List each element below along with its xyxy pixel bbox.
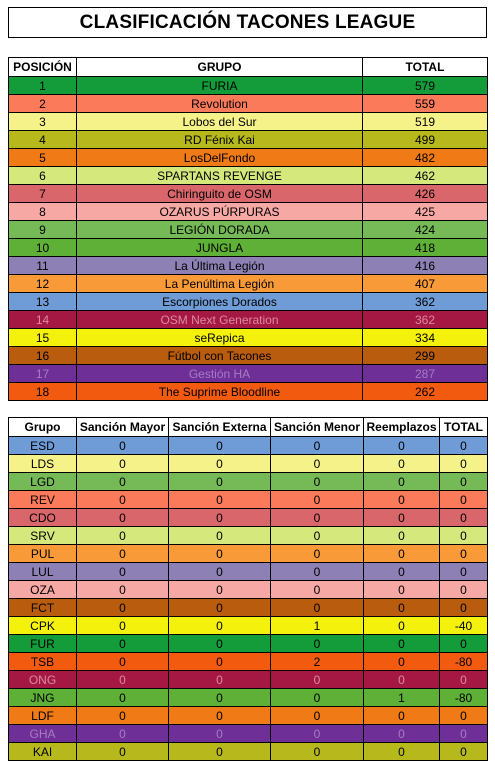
sanction-reemplazos: 0 bbox=[364, 455, 440, 473]
sanction-menor: 0 bbox=[271, 743, 364, 761]
ranking-group-name: Gestión HA bbox=[77, 365, 363, 383]
ranking-position: 3 bbox=[9, 113, 77, 131]
sanction-group-code: PUL bbox=[9, 545, 77, 563]
sanction-group-code: REV bbox=[9, 491, 77, 509]
sanction-group-code: LDS bbox=[9, 455, 77, 473]
ranking-group-name: FURIA bbox=[77, 77, 363, 95]
sanctions-row bbox=[9, 563, 488, 581]
sanctions-row bbox=[9, 599, 488, 617]
sanction-menor: 0 bbox=[271, 437, 364, 455]
sanctions-row bbox=[9, 635, 488, 653]
sanction-group-code: ESD bbox=[9, 437, 77, 455]
ranking-row bbox=[9, 95, 488, 113]
header-sanc-menor: Sanción Menor bbox=[271, 418, 364, 437]
sanction-group-code: KAI bbox=[9, 743, 77, 761]
sanction-menor: 0 bbox=[271, 581, 364, 599]
sanction-total: 0 bbox=[440, 581, 488, 599]
ranking-position: 7 bbox=[9, 185, 77, 203]
ranking-position: 18 bbox=[9, 383, 77, 401]
sanction-total: 0 bbox=[440, 743, 488, 761]
sanction-menor: 0 bbox=[271, 671, 364, 689]
sanction-total: 0 bbox=[440, 473, 488, 491]
sanction-menor: 0 bbox=[271, 689, 364, 707]
sanction-reemplazos: 0 bbox=[364, 509, 440, 527]
sanction-total: 0 bbox=[440, 635, 488, 653]
sanction-mayor: 0 bbox=[77, 707, 169, 725]
ranking-total: 425 bbox=[363, 203, 488, 221]
ranking-group-name: LEGIÓN DORADA bbox=[77, 221, 363, 239]
sanctions-row bbox=[9, 473, 488, 491]
sanction-externa: 0 bbox=[169, 581, 271, 599]
sanction-reemplazos: 0 bbox=[364, 653, 440, 671]
ranking-row bbox=[9, 221, 488, 239]
sanctions-row bbox=[9, 455, 488, 473]
ranking-group-name: OSM Next Generation bbox=[77, 311, 363, 329]
ranking-row bbox=[9, 365, 488, 383]
ranking-total: 579 bbox=[363, 77, 488, 95]
sanction-group-code: GHA bbox=[9, 725, 77, 743]
ranking-row bbox=[9, 131, 488, 149]
sanction-group-code: LUL bbox=[9, 563, 77, 581]
sanction-reemplazos: 0 bbox=[364, 707, 440, 725]
ranking-row bbox=[9, 167, 488, 185]
sanction-total: 0 bbox=[440, 599, 488, 617]
sanction-mayor: 0 bbox=[77, 545, 169, 563]
sanction-mayor: 0 bbox=[77, 491, 169, 509]
sanction-total: 0 bbox=[440, 491, 488, 509]
page-title: CLASIFICACIÓN TACONES LEAGUE bbox=[8, 7, 487, 38]
ranking-position: 12 bbox=[9, 275, 77, 293]
sanction-reemplazos: 0 bbox=[364, 527, 440, 545]
sanction-group-code: LDF bbox=[9, 707, 77, 725]
sanction-group-code: FUR bbox=[9, 635, 77, 653]
sanction-group-code: LGD bbox=[9, 473, 77, 491]
sanction-total: -40 bbox=[440, 617, 488, 635]
sanction-reemplazos: 0 bbox=[364, 617, 440, 635]
ranking-group-name: RD Fénix Kai bbox=[77, 131, 363, 149]
ranking-row bbox=[9, 293, 488, 311]
sanction-externa: 0 bbox=[169, 617, 271, 635]
sanction-reemplazos: 0 bbox=[364, 563, 440, 581]
sanction-total: 0 bbox=[440, 455, 488, 473]
sanction-externa: 0 bbox=[169, 473, 271, 491]
sanction-menor: 1 bbox=[271, 617, 364, 635]
sanction-mayor: 0 bbox=[77, 509, 169, 527]
sanction-reemplazos: 0 bbox=[364, 599, 440, 617]
ranking-total: 287 bbox=[363, 365, 488, 383]
sanctions-row bbox=[9, 527, 488, 545]
sanction-externa: 0 bbox=[169, 671, 271, 689]
sanction-mayor: 0 bbox=[77, 455, 169, 473]
ranking-total: 559 bbox=[363, 95, 488, 113]
ranking-total: 334 bbox=[363, 329, 488, 347]
sanction-reemplazos: 0 bbox=[364, 725, 440, 743]
ranking-position: 6 bbox=[9, 167, 77, 185]
header-position: POSICIÓN bbox=[9, 58, 77, 77]
sanction-mayor: 0 bbox=[77, 599, 169, 617]
sanctions-row bbox=[9, 689, 488, 707]
ranking-group-name: LosDelFondo bbox=[77, 149, 363, 167]
sanction-total: 0 bbox=[440, 545, 488, 563]
sanction-menor: 0 bbox=[271, 635, 364, 653]
sanction-mayor: 0 bbox=[77, 653, 169, 671]
sanction-reemplazos: 0 bbox=[364, 473, 440, 491]
ranking-position: 5 bbox=[9, 149, 77, 167]
ranking-row bbox=[9, 257, 488, 275]
sanction-total: 0 bbox=[440, 725, 488, 743]
ranking-group-name: La Última Legión bbox=[77, 257, 363, 275]
ranking-group-name: Escorpiones Dorados bbox=[77, 293, 363, 311]
sanction-mayor: 0 bbox=[77, 635, 169, 653]
sanction-reemplazos: 0 bbox=[364, 635, 440, 653]
ranking-group-name: JUNGLA bbox=[77, 239, 363, 257]
ranking-group-name: Lobos del Sur bbox=[77, 113, 363, 131]
sanction-externa: 0 bbox=[169, 725, 271, 743]
ranking-group-name: The Suprime Bloodline bbox=[77, 383, 363, 401]
sanction-externa: 0 bbox=[169, 437, 271, 455]
ranking-row bbox=[9, 239, 488, 257]
sanction-mayor: 0 bbox=[77, 725, 169, 743]
header-sanc-mayor: Sanción Mayor bbox=[77, 418, 169, 437]
ranking-total: 299 bbox=[363, 347, 488, 365]
sanctions-row bbox=[9, 509, 488, 527]
ranking-position: 16 bbox=[9, 347, 77, 365]
ranking-group-name: OZARUS PÚRPURAS bbox=[77, 203, 363, 221]
ranking-group-name: Fútbol con Tacones bbox=[77, 347, 363, 365]
sanctions-row bbox=[9, 545, 488, 563]
sanction-group-code: CPK bbox=[9, 617, 77, 635]
sanctions-row bbox=[9, 491, 488, 509]
sanction-total: 0 bbox=[440, 527, 488, 545]
sanction-menor: 0 bbox=[271, 545, 364, 563]
sanction-total: 0 bbox=[440, 563, 488, 581]
ranking-position: 11 bbox=[9, 257, 77, 275]
sanction-group-code: OZA bbox=[9, 581, 77, 599]
sanction-reemplazos: 0 bbox=[364, 743, 440, 761]
ranking-total: 407 bbox=[363, 275, 488, 293]
sanction-menor: 0 bbox=[271, 563, 364, 581]
sanction-externa: 0 bbox=[169, 509, 271, 527]
ranking-row bbox=[9, 203, 488, 221]
sanction-reemplazos: 0 bbox=[364, 545, 440, 563]
header-group: GRUPO bbox=[77, 58, 363, 77]
sanction-mayor: 0 bbox=[77, 437, 169, 455]
sanction-externa: 0 bbox=[169, 689, 271, 707]
sanction-externa: 0 bbox=[169, 491, 271, 509]
ranking-table bbox=[8, 57, 488, 401]
sanction-externa: 0 bbox=[169, 545, 271, 563]
ranking-total: 519 bbox=[363, 113, 488, 131]
sanction-menor: 0 bbox=[271, 455, 364, 473]
sanction-total: -80 bbox=[440, 689, 488, 707]
ranking-row bbox=[9, 275, 488, 293]
ranking-row bbox=[9, 329, 488, 347]
header-total: TOTAL bbox=[363, 58, 488, 77]
sanctions-row bbox=[9, 725, 488, 743]
ranking-position: 10 bbox=[9, 239, 77, 257]
ranking-position: 13 bbox=[9, 293, 77, 311]
sanction-externa: 0 bbox=[169, 707, 271, 725]
sanction-externa: 0 bbox=[169, 653, 271, 671]
sanction-externa: 0 bbox=[169, 527, 271, 545]
ranking-header-row bbox=[9, 58, 488, 77]
sanction-group-code: CDO bbox=[9, 509, 77, 527]
sanction-total: 0 bbox=[440, 437, 488, 455]
ranking-position: 4 bbox=[9, 131, 77, 149]
sanctions-row bbox=[9, 707, 488, 725]
sanction-total: 0 bbox=[440, 509, 488, 527]
ranking-total: 424 bbox=[363, 221, 488, 239]
sanctions-table bbox=[8, 417, 488, 761]
ranking-group-name: Revolution bbox=[77, 95, 363, 113]
ranking-total: 426 bbox=[363, 185, 488, 203]
sanction-menor: 0 bbox=[271, 725, 364, 743]
sanction-reemplazos: 0 bbox=[364, 437, 440, 455]
header-sanc-reemplazos: Reemplazos bbox=[364, 418, 440, 437]
ranking-group-name: Chiringuito de OSM bbox=[77, 185, 363, 203]
ranking-position: 9 bbox=[9, 221, 77, 239]
sanctions-row bbox=[9, 581, 488, 599]
sanction-mayor: 0 bbox=[77, 527, 169, 545]
sanction-menor: 0 bbox=[271, 707, 364, 725]
sanction-mayor: 0 bbox=[77, 581, 169, 599]
ranking-position: 15 bbox=[9, 329, 77, 347]
sanctions-header-row bbox=[9, 418, 488, 437]
sanction-total: -80 bbox=[440, 653, 488, 671]
ranking-total: 462 bbox=[363, 167, 488, 185]
ranking-row bbox=[9, 77, 488, 95]
ranking-position: 1 bbox=[9, 77, 77, 95]
sanction-reemplazos: 0 bbox=[364, 491, 440, 509]
ranking-position: 8 bbox=[9, 203, 77, 221]
sanction-group-code: FCT bbox=[9, 599, 77, 617]
sanction-total: 0 bbox=[440, 707, 488, 725]
header-sanc-group: Grupo bbox=[9, 418, 77, 437]
sanction-total: 0 bbox=[440, 671, 488, 689]
sanctions-row bbox=[9, 437, 488, 455]
sanction-reemplazos: 0 bbox=[364, 581, 440, 599]
sanction-mayor: 0 bbox=[77, 473, 169, 491]
ranking-row bbox=[9, 149, 488, 167]
sanction-menor: 2 bbox=[271, 653, 364, 671]
sanction-externa: 0 bbox=[169, 743, 271, 761]
sanction-reemplazos: 0 bbox=[364, 671, 440, 689]
sanction-group-code: TSB bbox=[9, 653, 77, 671]
sanction-group-code: SRV bbox=[9, 527, 77, 545]
sanction-mayor: 0 bbox=[77, 689, 169, 707]
ranking-group-name: SPARTANS REVENGE bbox=[77, 167, 363, 185]
header-sanc-total: TOTAL bbox=[440, 418, 488, 437]
ranking-position: 14 bbox=[9, 311, 77, 329]
sanction-menor: 0 bbox=[271, 527, 364, 545]
ranking-group-name: La Penúltima Legión bbox=[77, 275, 363, 293]
ranking-total: 362 bbox=[363, 311, 488, 329]
ranking-group-name: seRepica bbox=[77, 329, 363, 347]
ranking-total: 499 bbox=[363, 131, 488, 149]
sanction-mayor: 0 bbox=[77, 671, 169, 689]
sanction-menor: 0 bbox=[271, 491, 364, 509]
ranking-row bbox=[9, 185, 488, 203]
sanction-mayor: 0 bbox=[77, 617, 169, 635]
ranking-total: 416 bbox=[363, 257, 488, 275]
ranking-row bbox=[9, 113, 488, 131]
sanctions-row bbox=[9, 617, 488, 635]
sanction-externa: 0 bbox=[169, 455, 271, 473]
header-sanc-externa: Sanción Externa bbox=[169, 418, 271, 437]
ranking-total: 262 bbox=[363, 383, 488, 401]
sanction-mayor: 0 bbox=[77, 743, 169, 761]
ranking-position: 17 bbox=[9, 365, 77, 383]
ranking-row bbox=[9, 383, 488, 401]
sanction-menor: 0 bbox=[271, 509, 364, 527]
sanction-menor: 0 bbox=[271, 473, 364, 491]
sanction-group-code: JNG bbox=[9, 689, 77, 707]
sanction-externa: 0 bbox=[169, 599, 271, 617]
ranking-total: 362 bbox=[363, 293, 488, 311]
ranking-total: 482 bbox=[363, 149, 488, 167]
sanctions-row bbox=[9, 743, 488, 761]
sanction-group-code: ONG bbox=[9, 671, 77, 689]
ranking-row bbox=[9, 311, 488, 329]
ranking-position: 2 bbox=[9, 95, 77, 113]
sanction-reemplazos: 1 bbox=[364, 689, 440, 707]
sanction-externa: 0 bbox=[169, 563, 271, 581]
sanction-menor: 0 bbox=[271, 599, 364, 617]
sanctions-row bbox=[9, 671, 488, 689]
sanction-mayor: 0 bbox=[77, 563, 169, 581]
sanctions-row bbox=[9, 653, 488, 671]
sanction-externa: 0 bbox=[169, 635, 271, 653]
ranking-total: 418 bbox=[363, 239, 488, 257]
ranking-row bbox=[9, 347, 488, 365]
